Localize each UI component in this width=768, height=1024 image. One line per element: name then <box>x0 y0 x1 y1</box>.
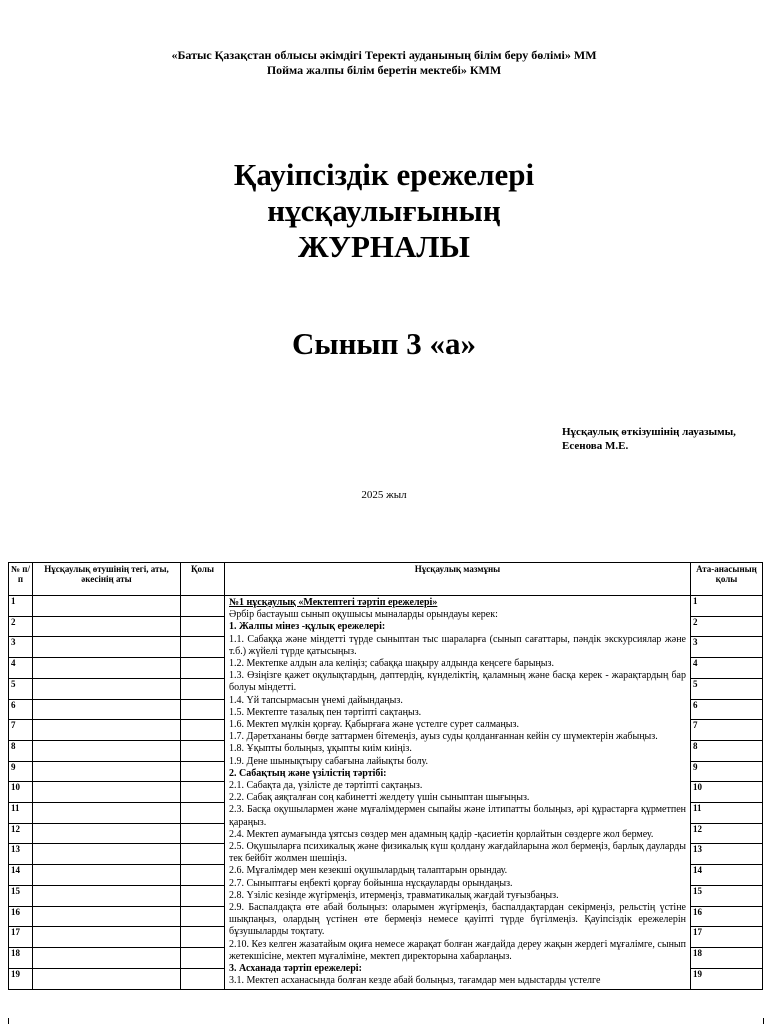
parent-signature-cell[interactable]: 13 <box>691 844 763 865</box>
student-name-cell[interactable] <box>33 865 181 886</box>
parent-signature-cell[interactable]: 3 <box>691 637 763 658</box>
student-signature-cell[interactable] <box>181 865 225 886</box>
student-signature-cell[interactable] <box>181 596 225 617</box>
student-name-cell[interactable] <box>33 699 181 720</box>
parent-signature-cell[interactable]: 18 <box>691 947 763 968</box>
row-number: 1 <box>9 596 33 617</box>
instruction-line: 1.9. Дене шынықтыру сабағына лайықты болу. <box>229 755 429 767</box>
instruction-line: 1.6. Мектеп мүлкін қорғау. Қабырғаға және үстелге сурет салмаңыз. <box>229 719 519 731</box>
student-name-cell[interactable] <box>33 720 181 741</box>
organization-line-2: Пойма жалпы білім беретін мектебі» КММ <box>266 63 502 77</box>
student-name-cell[interactable] <box>33 927 181 948</box>
title-line-2: нұсқаулығының <box>267 193 501 228</box>
title-line-3: ЖУРНАЛЫ <box>298 229 470 264</box>
instruction-section-heading: 2. Сабақтың және үзілістің тәртібі: <box>229 767 387 779</box>
instruction-line: 2.10. Кез келген жазатайым оқиға немесе жарақат болған жағдайда дереу жақын жердегі мұғалімге, сынып жетекшісіне, мектеп мұғаліміне, мектеп директорына хабарлаңыз. <box>229 938 686 962</box>
parent-signature-cell[interactable]: 5 <box>691 678 763 699</box>
student-signature-cell[interactable] <box>181 968 225 989</box>
parent-signature-cell[interactable]: 16 <box>691 906 763 927</box>
student-signature-cell[interactable] <box>181 740 225 761</box>
student-signature-cell[interactable] <box>181 885 225 906</box>
row-number: 16 <box>9 906 33 927</box>
header-parent-signature: Ата-анасының қолы <box>691 563 763 596</box>
parent-signature-cell[interactable]: 8 <box>691 740 763 761</box>
student-signature-cell[interactable] <box>181 803 225 824</box>
row-number: 3 <box>9 637 33 658</box>
parent-signature-cell[interactable]: 15 <box>691 885 763 906</box>
table-continuation <box>8 1018 764 1024</box>
instruction-line: 2.4. Мектеп аумағында ұятсыз сөздер мен адамның қадір -қасиетін қорлайтын сөздерге жол бермеу. <box>229 828 654 840</box>
parent-signature-cell[interactable]: 1 <box>691 596 763 617</box>
instruction-line: 1.3. Өзіңізге қажет оқулықтардың, дәптердің, күнделіктің, қаламның және басқа керек - жарақтардың бар болуы міндетті. <box>229 670 686 694</box>
row-number: 15 <box>9 885 33 906</box>
organization-line-1: «Батыс Қазақстан облысы әкімдігі Теректі ауданының білім беру бөлімі» ММ <box>171 48 597 62</box>
row-number: 11 <box>9 803 33 824</box>
student-signature-cell[interactable] <box>181 844 225 865</box>
instruction-section-heading: 1. Жалпы мінез -құлық ережелері: <box>229 621 386 633</box>
student-name-cell[interactable] <box>33 740 181 761</box>
student-signature-cell[interactable] <box>181 678 225 699</box>
row-number: 13 <box>9 844 33 865</box>
student-name-cell[interactable] <box>33 844 181 865</box>
instruction-line: 1.5. Мектепте тазалық пен тәртіпті сақтаңыз. <box>229 706 422 718</box>
parent-signature-cell[interactable]: 6 <box>691 699 763 720</box>
student-signature-cell[interactable] <box>181 823 225 844</box>
instruction-line: 2.6. Мұғалімдер мен кезекші оқушылардың талаптарын орындау. <box>229 865 508 877</box>
instruction-journal-table <box>8 562 763 990</box>
class-label: Сынып 3 «а» <box>291 326 477 361</box>
header-num: № п/п <box>9 563 33 596</box>
parent-signature-cell[interactable]: 10 <box>691 782 763 803</box>
teacher-name: Есенова М.Е. <box>562 440 629 452</box>
instruction-title: №1 нұсқаулық «Мектептегі тәртіп ережелері» <box>229 597 438 608</box>
document-title <box>0 157 768 265</box>
student-signature-cell[interactable] <box>181 637 225 658</box>
parent-signature-cell[interactable]: 9 <box>691 761 763 782</box>
student-signature-cell[interactable] <box>181 761 225 782</box>
row-number: 10 <box>9 782 33 803</box>
organization-header <box>0 48 768 78</box>
parent-signature-cell[interactable]: 2 <box>691 616 763 637</box>
row-number: 12 <box>9 823 33 844</box>
instruction-section-heading: 3. Асханада тәртіп ережелері: <box>229 963 362 975</box>
student-name-cell[interactable] <box>33 885 181 906</box>
instruction-line: 1.2. Мектепке алдын ала келіңіз; сабаққа шақыру алдында кеңсеге барыңыз. <box>229 658 554 670</box>
student-name-cell[interactable] <box>33 782 181 803</box>
row-number: 8 <box>9 740 33 761</box>
table-header-row <box>9 563 763 596</box>
row-number: 6 <box>9 699 33 720</box>
student-name-cell[interactable] <box>33 803 181 824</box>
header-signature: Қолы <box>181 563 225 596</box>
teacher-info <box>562 425 762 453</box>
student-signature-cell[interactable] <box>181 927 225 948</box>
student-name-cell[interactable] <box>33 968 181 989</box>
instruction-line: 2.3. Басқа оқушылармен және мұғалімдермен сыпайы және ілтипатты болыңыз, әрі құрастарға құрметпен қараңыз. <box>229 804 686 828</box>
instruction-line: 3.1. Мектеп асханасында болған кезде абай болыңыз, тағамдар мен ыдыстарды үстелге <box>229 975 601 987</box>
row-number: 9 <box>9 761 33 782</box>
student-signature-cell[interactable] <box>181 616 225 637</box>
student-name-cell[interactable] <box>33 947 181 968</box>
header-content: Нұсқаулық мазмұны <box>225 563 691 596</box>
instruction-line: 2.7. Сыныптағы еңбекті қорғау бойынша нұсқауларды орындаңыз. <box>229 877 513 889</box>
row-number: 17 <box>9 927 33 948</box>
row-number: 19 <box>9 968 33 989</box>
instruction-line: 2.9. Баспалдақта өте абай болыңыз: оларымен жүгірмеңіз, баспалдақтардан секірмеңіз, рельстің үстіне шықпаңыз, олардың үстінен өте бермеңіз немесе қауіпті түрде бүгілмеңіз. Қауіпсіздік ережелерін бұзушыларды тоқтату. <box>229 902 686 938</box>
student-name-cell[interactable] <box>33 616 181 637</box>
instruction-line: 2.8. Үзіліс кезінде жүгірмеңіз, итермеңіз, травматикалық жағдай туғызбаңыз. <box>229 889 559 901</box>
student-signature-cell[interactable] <box>181 699 225 720</box>
instruction-line: 2.2. Сабақ аяқталған соң кабинетті желдету үшін сыныптан шығыңыз. <box>229 792 530 804</box>
row-number: 2 <box>9 616 33 637</box>
instruction-line: 1.4. Үй тапсырмасын үнемі дайындаңыз. <box>229 694 403 706</box>
student-signature-cell[interactable] <box>181 906 225 927</box>
student-signature-cell[interactable] <box>181 720 225 741</box>
table-row <box>9 596 763 617</box>
parent-signature-cell[interactable]: 7 <box>691 720 763 741</box>
student-signature-cell[interactable] <box>181 782 225 803</box>
parent-signature-cell[interactable]: 17 <box>691 927 763 948</box>
student-name-cell[interactable] <box>33 823 181 844</box>
parent-signature-cell[interactable]: 12 <box>691 823 763 844</box>
title-line-1: Қауіпсіздік ережелері <box>233 157 535 192</box>
instruction-line: 2.1. Сабақта да, үзілісте де тәртіпті сақтаңыз. <box>229 780 423 792</box>
instruction-line: 1.7. Дәретхананы бөгде заттармен бітемеңіз, ауыз суды қолданғаннан кейін су шүмектерін жабыңыз. <box>229 731 658 743</box>
instruction-line: 2.5. Оқушыларға психикалық және физикалық күш қолдану жағдайларына жол бермеңіз, барлық дауларды тек бейбіт жолмен шешіңіз. <box>229 841 686 865</box>
parent-signature-cell[interactable]: 19 <box>691 968 763 989</box>
parent-signature-cell[interactable]: 11 <box>691 803 763 824</box>
student-name-cell[interactable] <box>33 678 181 699</box>
student-signature-cell[interactable] <box>181 658 225 679</box>
parent-signature-cell[interactable]: 14 <box>691 865 763 886</box>
student-name-cell[interactable] <box>33 596 181 617</box>
instruction-line: 1.8. Ұқыпты болыңыз, ұқыпты киім киіңіз. <box>229 743 412 755</box>
student-name-cell[interactable] <box>33 906 181 927</box>
document-year: 2025 жыл <box>361 489 407 501</box>
instruction-line: 1.1. Сабаққа және міндетті түрде сыныптан тыс шараларға (сынып сағаттары, пәндік экскурсиялар және т.б.) жүйелі түрде қатысыңыз. <box>229 633 686 657</box>
row-number: 14 <box>9 865 33 886</box>
parent-signature-cell[interactable]: 4 <box>691 658 763 679</box>
row-number: 5 <box>9 678 33 699</box>
student-name-cell[interactable] <box>33 761 181 782</box>
row-number: 7 <box>9 720 33 741</box>
instruction-line: Әрбір бастауыш сынып оқушысы мыналарды орындауы керек: <box>229 609 498 621</box>
row-number: 4 <box>9 658 33 679</box>
row-number: 18 <box>9 947 33 968</box>
student-name-cell[interactable] <box>33 658 181 679</box>
instruction-content <box>225 596 691 990</box>
student-signature-cell[interactable] <box>181 947 225 968</box>
teacher-position: Нұсқаулық өткізушінің лауазымы, <box>562 426 736 438</box>
header-name: Нұсқаулық өтушінің тегі, аты, әкесінің аты <box>33 563 181 596</box>
student-name-cell[interactable] <box>33 637 181 658</box>
